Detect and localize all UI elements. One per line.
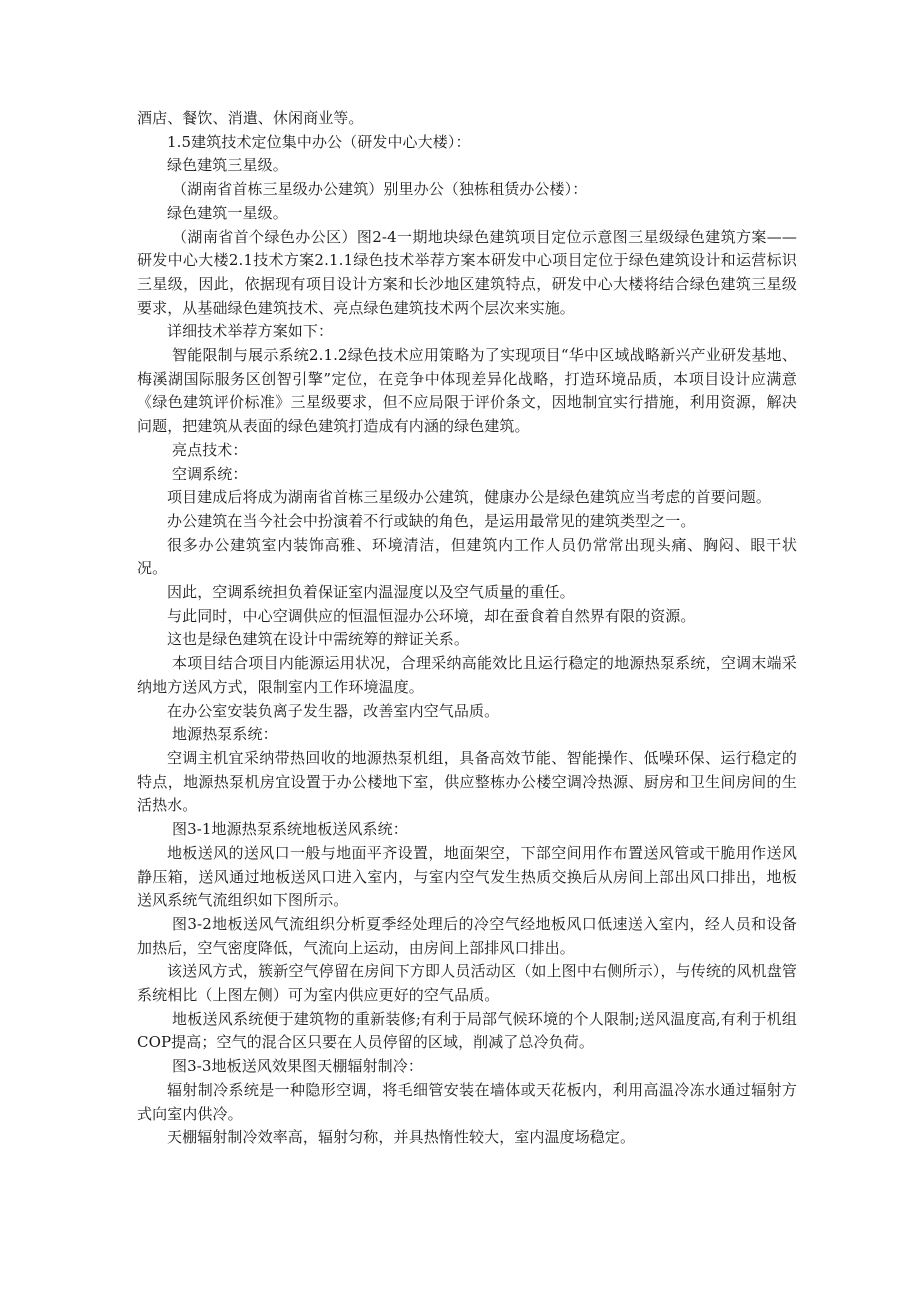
paragraph: 天棚辐射制冷效率高，辐射匀称，并具热惰性较大，室内温度场稳定。 — [167, 1128, 636, 1147]
paragraph: 地板送风系统便于建筑物的重新装修;有利于局部气候环境的个人限制;送风温度高,有利于机组COP提高；空气的混合区只要在人员停留的区域，削减了总冷负荷。 — [137, 1009, 797, 1052]
paragraph: 空调主机宜采纳带热回收的地源热泵机组，具备高效节能、智能操作、低噪环保、运行稳定的特点，地源热泵机房宜设置于办公楼地下室，供应整栋办公楼空调冷热源、厨房和卫生间房间的生活热水。 — [137, 748, 797, 815]
paragraph: 图3-3地板送风效果图天棚辐射制冷： — [172, 1057, 423, 1076]
paragraph: 该送风方式，簇新空气停留在房间下方即人员活动区（如上图中右侧所示），与传统的风机盘管系统相比（上图左侧）可为室内供应更好的空气品质。 — [137, 962, 797, 1005]
paragraph: 亮点技术： — [172, 440, 248, 459]
paragraph: 空调系统： — [172, 464, 248, 483]
paragraph: 地源热泵系统： — [172, 725, 278, 744]
paragraph: 酒店、餐饮、消遣、休闲商业等。 — [137, 109, 364, 127]
paragraph: 办公建筑在当今社会中扮演着不行或缺的角色，是运用最常见的建筑类型之一。 — [167, 511, 696, 530]
paragraph: 智能限制与展示系统2.1.2绿色技术应用策略为了实现项目“华中区域战略新兴产业研发基地、梅溪湖国际服务区创智引擎”定位，在竞争中体现差异化战略，打造环境品质，本项目设计应满意《绿色建筑评价标准》三星级要求，但不应局限于评价条文，因地制宜实行措施，利用资源，解决问题，把建筑从表面的绿色建筑打造成有内涵的绿色建筑。 — [137, 346, 797, 436]
document-body — [137, 107, 797, 1150]
paragraph: 1.5建筑技术定位集中办公（研发中心大楼）： — [167, 132, 471, 151]
paragraph: 与此同时，中心空调供应的恒温恒湿办公环境，却在蚕食着自然界有限的资源。 — [167, 606, 696, 625]
paragraph: （湖南省首个绿色办公区）图2-4一期地块绿色建筑项目定位示意图三星级绿色建筑方案——研发中心大楼2.1技术方案2.1.1绿色技术举荐方案本研发中心项目定位于绿色建筑设计和运营标识三星级，因此，依据现有项目设计方案和长沙地区建筑特点，研发中心大楼将结合绿色建筑三星级要求，从基础绿色建筑技术、亮点绿色建筑技术两个层次来实施。 — [137, 227, 797, 317]
paragraph: 本项目结合项目内能源运用状况，合理采纳高能效比且运行稳定的地源热泵系统，空调末端采纳地方送风方式，限制室内工作环境温度。 — [137, 654, 797, 696]
paragraph: 很多办公建筑室内装饰高雅、环境清洁，但建筑内工作人员仍常常出现头痛、胸闷、眼干状况。 — [137, 535, 797, 578]
paragraph: 图3-1地源热泵系统地板送风系统： — [172, 820, 408, 839]
paragraph: 图3-2地板送风气流组织分析夏季经处理后的冷空气经地板风口低速送入室内，经人员和设备加热后，空气密度降低，气流向上运动，由房间上部排风口排出。 — [137, 914, 797, 957]
paragraph: 绿色建筑三星级。 — [167, 156, 288, 175]
paragraph: 地板送风的送风口一般与地面平齐设置，地面架空，下部空间用作布置送风管或干脆用作送风静压箱，送风通过地板送风口进入室内，与室内空气发生热质交换后从房间上部出风口排出，地板送风系统气流组织如下图所示。 — [137, 843, 797, 910]
paragraph: 辐射制冷系统是一种隐形空调，将毛细管安装在墙体或天花板内，利用高温冷冻水通过辐射方式向室内供冷。 — [137, 1080, 797, 1123]
paragraph: 绿色建筑一星级。 — [167, 203, 288, 222]
paragraph: 在办公室安装负离子发生器，改善室内空气品质。 — [167, 701, 500, 720]
paragraph: （湖南省首栋三星级办公建筑）别里办公（独栋租赁办公楼）： — [172, 180, 588, 199]
paragraph: 详细技术举荐方案如下： — [167, 322, 334, 341]
paragraph: 因此，空调系统担负着保证室内温湿度以及空气质量的重任。 — [167, 583, 575, 602]
paragraph: 这也是绿色建筑在设计中需统筹的辩证关系。 — [167, 630, 470, 649]
paragraph: 项目建成后将成为湖南省首栋三星级办公建筑，健康办公是绿色建筑应当考虑的首要问题。 — [167, 488, 772, 507]
